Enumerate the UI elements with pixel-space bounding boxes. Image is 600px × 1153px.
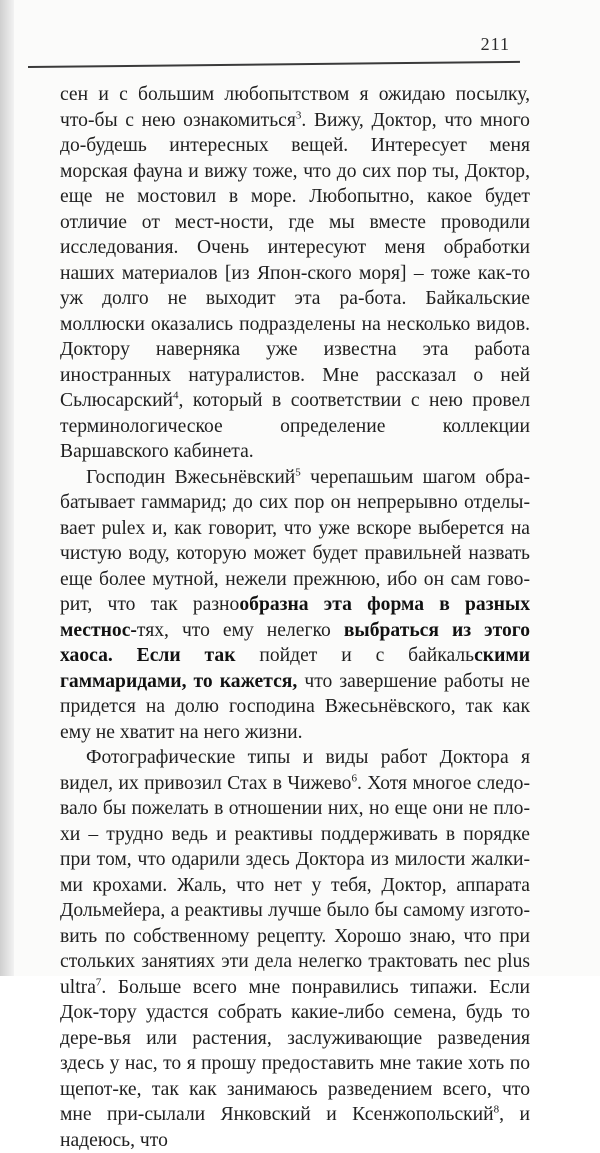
footnote-ref: 3 <box>295 108 302 121</box>
text-run: пойдет и с байкаль <box>235 645 475 666</box>
paragraph <box>60 82 530 465</box>
paragraph <box>60 465 530 746</box>
text-run-dark-ink: образна эта форма в разных местнос- <box>60 594 530 641</box>
text-run-dark-ink: выбраться из этого хаоса. Если так <box>60 619 530 666</box>
footnote-ref: 7 <box>95 975 102 988</box>
text-run: , и надеюсь, что <box>60 1104 530 1151</box>
text-run: , который в соответствии с нею провел терминологическое определение коллекции Варшавского кабинета. <box>60 390 530 462</box>
text-run: . Вижу, Доктор, что много до-будешь интересных вещей. Интересует меня морская фауна и вижу тоже, что до сих пор ты, Доктор, еще не мостовил в море. Любопытно, какое будет отличие от мест-ности, где мы вместе проводили исследования. Очень интересуют меня обработки наших материалов [из Япон-ского моря] – тоже как-то уж долго не выходит эта ра-бота. Байкальские моллюски оказались подразделены на несколько видов. Доктору наверняка уже известна эта работа иностранных натуралистов. Мне рассказал о ней Сьлюсарский <box>60 109 530 411</box>
footnote-ref: 4 <box>173 389 179 402</box>
body-text <box>60 82 530 1153</box>
text-run: что завершение работы не придется на долю господина Вжесьнёвского, так как ему не хватит на него жизни. <box>60 670 530 743</box>
header-rule <box>28 61 520 68</box>
text-run: тях, что ему нелегко <box>136 619 344 641</box>
text-run-dark-ink: скими гаммаридами, то кажется, <box>60 645 531 692</box>
text-run: . Хотя многое следо-вало бы пожелать в отношении них, но еще они не пло-хи – трудно ведь и реактивы поддерживать в порядке при том, что одарили здесь Доктора из милости жалки-ми крохами. Жаль, что нет у тебя, Доктор, аппарата Дольмейера, а реактивы лучше было бы самому изгото-вить по собственному рецепту. Хорошо знаю, что при стольких занятиях эти дела нелегко трактовать nec plus ultra <box>60 772 530 998</box>
text-run: черепашьим шагом обра-батывает гаммарид; до сих пор он непрерывно отделы-вает pulex и, как говорит, что уже вскоре выберется на чистую воду, которую может будет правильней назвать еще более мутной, нежели прежнюю, ибо он сам гово-рит, что так разно <box>60 466 530 615</box>
text-run: Фотографические типы и виды работ Доктора я видел, их привозил Стах в Чижево <box>60 747 530 794</box>
footnote-ref: 5 <box>295 465 301 478</box>
page-header <box>20 30 520 74</box>
footnote-ref: 8 <box>493 1103 500 1116</box>
page-gutter-shadow <box>0 0 14 976</box>
text-run: Господин Вжесьнёвский <box>86 466 296 488</box>
page-number: 211 <box>480 34 510 54</box>
text-run: сен и с большим любопытством я ожидаю посылку, что-бы с нею ознакомиться <box>60 84 530 131</box>
text-run: . Больше всего мне понравились типажи. Если Док-тору удастся собрать какие-либо семена, будь то дере-вья или растения, заслуживающие разведения здесь у нас, то я прошу предоставить мне такие хоть по щепот-ке, так как занимаюсь разведением всего, что мне при-сылали Янковский и Ксенжопольский <box>60 976 530 1125</box>
footnote-ref: 6 <box>351 771 357 784</box>
paragraph <box>60 745 530 1153</box>
